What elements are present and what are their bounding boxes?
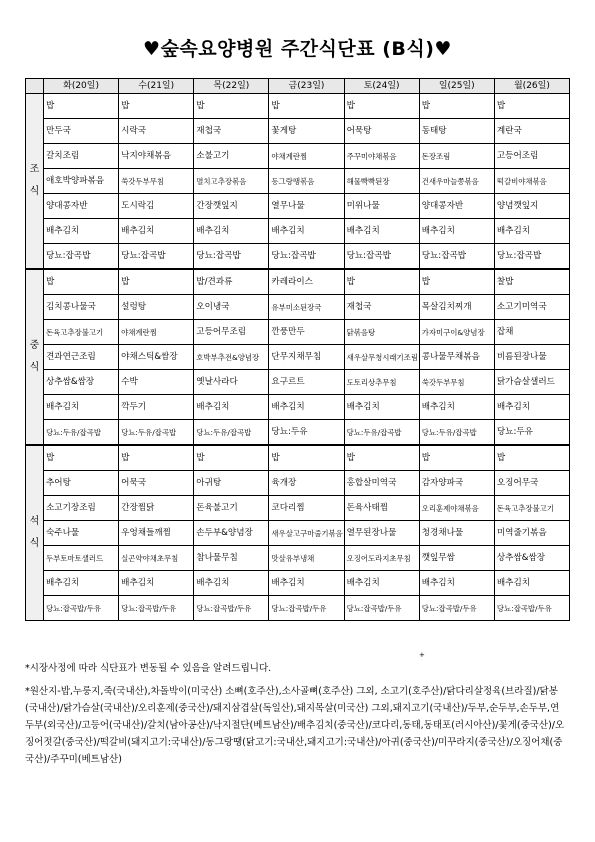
breakfast-label bbox=[26, 94, 44, 270]
menu-cell: 깍두기 bbox=[119, 395, 194, 420]
menu-cell: 밥 bbox=[44, 269, 119, 295]
menu-cell: 당뇨:잡곡밥/두유 bbox=[44, 596, 119, 621]
menu-cell: 밥 bbox=[419, 269, 494, 295]
menu-cell: 오징어무국 bbox=[494, 471, 569, 496]
menu-cell: 두부토마토샐러드 bbox=[44, 546, 119, 571]
menu-cell: 양대콩자반 bbox=[44, 194, 119, 219]
menu-cell: 수박 bbox=[119, 370, 194, 395]
breakfast-row bbox=[26, 194, 570, 219]
menu-cell: 닭볶음탕 bbox=[344, 320, 419, 345]
menu-cell: 당뇨:잡곡밥 bbox=[494, 244, 569, 270]
menu-cell: 콩나물무채볶음 bbox=[419, 345, 494, 370]
menu-cell: 배추김치 bbox=[344, 571, 419, 596]
menu-cell: 깻잎무쌈 bbox=[419, 546, 494, 571]
breakfast-row bbox=[26, 219, 570, 244]
menu-cell: 배추김치 bbox=[344, 395, 419, 420]
menu-cell: 우엉채들깨찜 bbox=[119, 521, 194, 546]
menu-cell: 오이냉국 bbox=[194, 295, 269, 320]
menu-cell: 소고기미역국 bbox=[494, 295, 569, 320]
menu-cell: 배추김치 bbox=[194, 395, 269, 420]
menu-cell: 배추김치 bbox=[269, 571, 344, 596]
menu-cell: 야채계란찜 bbox=[269, 144, 344, 169]
menu-cell: 밥 bbox=[419, 445, 494, 471]
menu-cell: 열무나물 bbox=[269, 194, 344, 219]
menu-cell: 배추김치 bbox=[119, 219, 194, 244]
menu-cell: 밥 bbox=[269, 445, 344, 471]
lunch-row bbox=[26, 345, 570, 370]
lunch-row bbox=[26, 320, 570, 345]
menu-cell: 당뇨:두유/잡곡밥 bbox=[419, 420, 494, 446]
menu-cell: 새우살고구마줄기볶음 bbox=[269, 521, 344, 546]
menu-cell: 미역줄기볶음 bbox=[494, 521, 569, 546]
menu-cell: 밥 bbox=[44, 94, 119, 119]
menu-cell: 쑥갓두부무침 bbox=[419, 370, 494, 395]
menu-cell: 새우살무청시래기조림 bbox=[344, 345, 419, 370]
menu-cell: 멸치고추장볶음 bbox=[194, 169, 269, 194]
menu-cell: 돈육불고기 bbox=[194, 496, 269, 521]
menu-cell: 옛날사라다 bbox=[194, 370, 269, 395]
menu-cell: 당뇨:잡곡밥 bbox=[419, 244, 494, 270]
breakfast-row bbox=[26, 144, 570, 169]
menu-cell: 오리훈제야채볶음 bbox=[419, 496, 494, 521]
weekly-menu-table bbox=[25, 78, 570, 621]
menu-cell: 미위나물 bbox=[344, 194, 419, 219]
menu-cell: 배추김치 bbox=[44, 395, 119, 420]
dinner-label bbox=[26, 445, 44, 621]
menu-cell: 고등어무조림 bbox=[194, 320, 269, 345]
menu-cell: 호박부추전&양념장 bbox=[194, 345, 269, 370]
menu-cell: 밥 bbox=[344, 94, 419, 119]
menu-cell: 참나물무침 bbox=[194, 546, 269, 571]
menu-cell: 밥 bbox=[194, 445, 269, 471]
menu-cell: 당뇨:잡곡밥 bbox=[344, 244, 419, 270]
menu-cell: 당뇨:잡곡밥/두유 bbox=[419, 596, 494, 621]
lunch-label bbox=[26, 269, 44, 445]
menu-cell: 주꾸미야채볶음 bbox=[344, 144, 419, 169]
header-corner bbox=[26, 79, 44, 94]
menu-cell: 밥 bbox=[119, 94, 194, 119]
menu-cell: 숙주나물 bbox=[44, 521, 119, 546]
menu-cell: 밥 bbox=[44, 445, 119, 471]
menu-cell: 밥 bbox=[494, 445, 569, 471]
menu-cell: 추어탕 bbox=[44, 471, 119, 496]
menu-cell: 도토리상추무침 bbox=[344, 370, 419, 395]
menu-cell: 당뇨:잡곡밥/두유 bbox=[194, 596, 269, 621]
menu-cell: 감자양파국 bbox=[419, 471, 494, 496]
menu-cell: 재첩국 bbox=[344, 295, 419, 320]
menu-cell: 상추쌈&쌈장 bbox=[494, 546, 569, 571]
dinner-row bbox=[26, 521, 570, 546]
menu-cell: 돈장조림 bbox=[419, 144, 494, 169]
breakfast-row bbox=[26, 169, 570, 194]
menu-cell: 재첩국 bbox=[194, 119, 269, 144]
menu-cell: 배추김치 bbox=[44, 571, 119, 596]
day-header: 금(23일) bbox=[269, 79, 344, 94]
menu-cell: 육개장 bbox=[269, 471, 344, 496]
menu-cell: 소불고기 bbox=[194, 144, 269, 169]
menu-cell: 밥 bbox=[494, 94, 569, 119]
menu-cell: 배추김치 bbox=[44, 219, 119, 244]
menu-cell: 아귀탕 bbox=[194, 471, 269, 496]
dinner-row bbox=[26, 471, 570, 496]
menu-cell: 당뇨:두유 bbox=[494, 420, 569, 446]
day-header: 수(21일) bbox=[119, 79, 194, 94]
menu-cell: 어묵국 bbox=[119, 471, 194, 496]
menu-cell: 당뇨:잡곡밥/두유 bbox=[119, 596, 194, 621]
menu-cell: 당뇨:잡곡밥 bbox=[119, 244, 194, 270]
menu-cell: 실곤약야채초무침 bbox=[119, 546, 194, 571]
menu-cell: 해물빡빡된장 bbox=[344, 169, 419, 194]
breakfast-row bbox=[26, 119, 570, 144]
day-header: 일(25일) bbox=[419, 79, 494, 94]
breakfast-row bbox=[26, 94, 570, 119]
menu-cell: 간장깻잎지 bbox=[194, 194, 269, 219]
menu-cell: 야채계란찜 bbox=[119, 320, 194, 345]
breakfast-label-char: 조 bbox=[29, 164, 40, 175]
menu-cell: 당뇨:두유/잡곡밥 bbox=[194, 420, 269, 446]
menu-cell: 당뇨:두유 bbox=[269, 420, 344, 446]
menu-cell: 배추김치 bbox=[344, 219, 419, 244]
origin-note: *원산지-밥,누룽지,죽(국내산),차돌박이(미국산) 소뼈(호주산),소사골뼈(호주산) 그외, 소고기(호주산)/닭다리살정육(브라질)/닭봉(국내산)/닭가슴살(국내산)/오리훈제(중국산)/돼지삼겹살(독일산),돼지목살(미국산) 그외,돼지고기(국내산)/두부,순두부,손두부,연두부(외국산)/고등어(국내산)/갈치(남아공산)/낙지절단(베트남산)/배추김치(중국산)/코다리,동태,동태포(러시아산)/꽃게(중국산)/오징어젓갈(중국산)/떡갈비(돼지고기:국내산)/동그랑땡(닭고기:국내산,돼지고기:국내산)/아귀(중국산)/미꾸라지(중국산)/오징어채(중국산)/주꾸미(베트남산) bbox=[25, 686, 565, 765]
lunch-row bbox=[26, 295, 570, 320]
menu-cell: 당뇨:두유/잡곡밥 bbox=[119, 420, 194, 446]
menu-cell: 만두국 bbox=[44, 119, 119, 144]
schedule-change-note: *시장사정에 따라 식단표가 변동될 수 있음을 알려드립니다. bbox=[25, 663, 272, 674]
day-header-row bbox=[26, 79, 570, 94]
dinner-row bbox=[26, 571, 570, 596]
menu-cell: 청경채나물 bbox=[419, 521, 494, 546]
menu-cell: 간장찜닭 bbox=[119, 496, 194, 521]
menu-cell: 양념깻잎지 bbox=[494, 194, 569, 219]
lunch-row bbox=[26, 420, 570, 446]
page-title: ♥숲속요양병원 주간식단표 (B식)♥ bbox=[143, 38, 452, 60]
menu-cell: 야채스틱&쌈장 bbox=[119, 345, 194, 370]
menu-cell: 양대콩자반 bbox=[419, 194, 494, 219]
menu-cell: 소고기장조림 bbox=[44, 496, 119, 521]
day-header: 화(20일) bbox=[44, 79, 119, 94]
menu-cell: 밥 bbox=[119, 269, 194, 295]
menu-cell: 당뇨:잡곡밥 bbox=[194, 244, 269, 270]
menu-cell: 상추쌈&쌈장 bbox=[44, 370, 119, 395]
lunch-label-char: 식 bbox=[29, 362, 40, 373]
day-header: 목(22일) bbox=[194, 79, 269, 94]
menu-cell: 돈육사태찜 bbox=[344, 496, 419, 521]
menu-cell: 열무된장나물 bbox=[344, 521, 419, 546]
menu-cell: 코다리찜 bbox=[269, 496, 344, 521]
menu-cell: 동그랑땡볶음 bbox=[269, 169, 344, 194]
menu-cell: 배추김치 bbox=[119, 571, 194, 596]
menu-cell: 밥/견과류 bbox=[194, 269, 269, 295]
menu-cell: 목살김치찌개 bbox=[419, 295, 494, 320]
menu-cell: 배추김치 bbox=[419, 571, 494, 596]
menu-cell: 당뇨:잡곡밥/두유 bbox=[269, 596, 344, 621]
menu-cell: 건새우마늘쫑볶음 bbox=[419, 169, 494, 194]
menu-cell: 손두부&양념장 bbox=[194, 521, 269, 546]
menu-cell: 당뇨:잡곡밥/두유 bbox=[344, 596, 419, 621]
menu-cell: 동태탕 bbox=[419, 119, 494, 144]
lunch-row bbox=[26, 370, 570, 395]
menu-cell: 도시락김 bbox=[119, 194, 194, 219]
dinner-row bbox=[26, 546, 570, 571]
menu-cell: 당뇨:잡곡밥/두유 bbox=[494, 596, 569, 621]
menu-cell: 낙지야채볶음 bbox=[119, 144, 194, 169]
dinner-row bbox=[26, 496, 570, 521]
menu-cell: 설렁탕 bbox=[119, 295, 194, 320]
dinner-row bbox=[26, 445, 570, 471]
menu-cell: 홍합살미역국 bbox=[344, 471, 419, 496]
menu-cell: 밥 bbox=[269, 94, 344, 119]
menu-cell: 계란국 bbox=[494, 119, 569, 144]
menu-cell: 요구르트 bbox=[269, 370, 344, 395]
menu-cell: 당뇨:두유/잡곡밥 bbox=[344, 420, 419, 446]
day-header: 토(24일) bbox=[344, 79, 419, 94]
menu-cell: 밥 bbox=[344, 445, 419, 471]
dinner-label-char: 식 bbox=[29, 538, 40, 549]
menu-cell: 배추김치 bbox=[269, 395, 344, 420]
breakfast-label-char: 식 bbox=[29, 186, 40, 197]
lunch-row bbox=[26, 395, 570, 420]
menu-cell: 배추김치 bbox=[419, 395, 494, 420]
menu-cell: 비름된장나물 bbox=[494, 345, 569, 370]
menu-cell: 단무지채무침 bbox=[269, 345, 344, 370]
menu-cell: 돈육고추장불고기 bbox=[494, 496, 569, 521]
menu-cell: 김치콩나물국 bbox=[44, 295, 119, 320]
menu-cell: 배추김치 bbox=[494, 219, 569, 244]
menu-cell: 어묵탕 bbox=[344, 119, 419, 144]
menu-cell: 카레라이스 bbox=[269, 269, 344, 295]
plus-mark: + bbox=[419, 651, 425, 659]
menu-cell: 당뇨:두유/잡곡밥 bbox=[44, 420, 119, 446]
dinner-row bbox=[26, 596, 570, 621]
menu-cell: 배추김치 bbox=[494, 395, 569, 420]
menu-cell: 쑥갓두부무침 bbox=[119, 169, 194, 194]
menu-cell: 떡갈비야채볶음 bbox=[494, 169, 569, 194]
menu-cell: 시락국 bbox=[119, 119, 194, 144]
lunch-row bbox=[26, 269, 570, 295]
menu-cell: 배추김치 bbox=[494, 571, 569, 596]
menu-cell: 밥 bbox=[194, 94, 269, 119]
menu-cell: 배추김치 bbox=[269, 219, 344, 244]
menu-cell: 맛살유부냉채 bbox=[269, 546, 344, 571]
menu-cell: 밥 bbox=[119, 445, 194, 471]
menu-cell: 밥 bbox=[344, 269, 419, 295]
menu-cell: 찰밥 bbox=[494, 269, 569, 295]
menu-cell: 유부미소된장국 bbox=[269, 295, 344, 320]
menu-cell: 배추김치 bbox=[419, 219, 494, 244]
menu-cell: 애호박양파볶음 bbox=[44, 169, 119, 194]
menu-cell: 당뇨:잡곡밥 bbox=[44, 244, 119, 270]
menu-cell: 고등어조림 bbox=[494, 144, 569, 169]
menu-cell: 견과연근조림 bbox=[44, 345, 119, 370]
day-header: 월(26일) bbox=[494, 79, 569, 94]
menu-cell: 오징어도라지초무침 bbox=[344, 546, 419, 571]
menu-cell: 밥 bbox=[419, 94, 494, 119]
menu-cell: 배추김치 bbox=[194, 571, 269, 596]
lunch-label-char: 중 bbox=[29, 340, 40, 351]
menu-cell: 깐풍만두 bbox=[269, 320, 344, 345]
menu-cell: 갈치조림 bbox=[44, 144, 119, 169]
menu-cell: 당뇨:잡곡밥 bbox=[269, 244, 344, 270]
menu-cell: 꽃게탕 bbox=[269, 119, 344, 144]
menu-cell: 배추김치 bbox=[194, 219, 269, 244]
dinner-label-char: 석 bbox=[29, 516, 40, 527]
menu-cell: 가자미구이&양념장 bbox=[419, 320, 494, 345]
menu-cell: 잡채 bbox=[494, 320, 569, 345]
breakfast-row bbox=[26, 244, 570, 270]
menu-cell: 돈육고추장불고기 bbox=[44, 320, 119, 345]
menu-cell: 닭가슴살샐러드 bbox=[494, 370, 569, 395]
